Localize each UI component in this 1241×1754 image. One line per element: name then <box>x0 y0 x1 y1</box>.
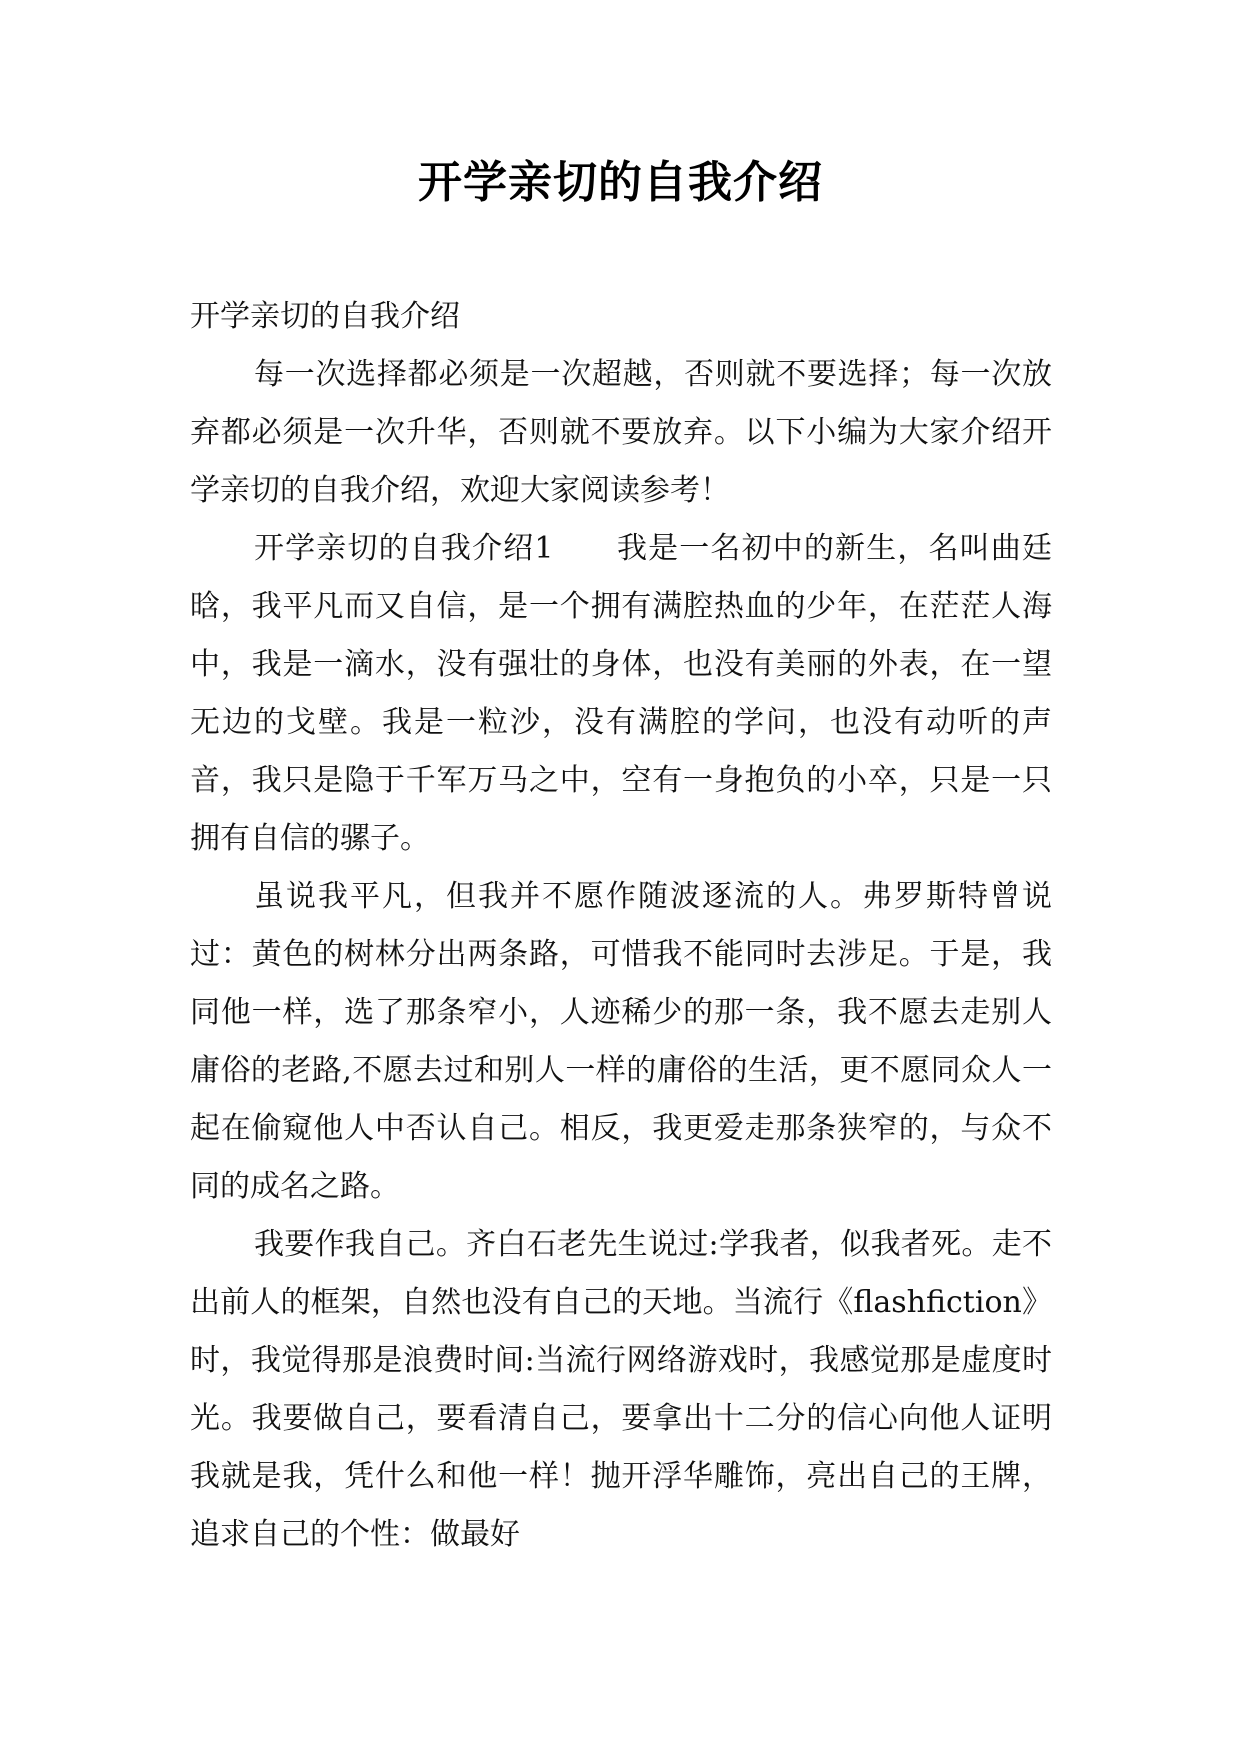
paragraph-intro: 每一次选择都必须是一次超越，否则就不要选择；每一次放弃都必须是一次升华，否则就不要放弃。以下小编为大家介绍开学亲切的自我介绍，欢迎大家阅读参考！ <box>190 357 1052 508</box>
paragraph-1: 开学亲切的自我介绍1 我是一名初中的新生，名叫曲廷晗，我平凡而又自信，是一个拥有满腔热血的少年，在茫茫人海中，我是一滴水，没有强壮的身体，也没有美丽的外表，在一望无边的戈壁。我是一粒沙，没有满腔的学问，也没有动听的声音，我只是隐于千军万马之中，空有一身抱负的小卒，只是一只拥有自信的骡子。 <box>190 531 1052 856</box>
body-heading: 开学亲切的自我介绍 <box>190 299 460 334</box>
paragraph-3: 我要作我自己。齐白石老先生说过:学我者，似我者死。走不出前人的框架，自然也没有自己的天地。当流行《flashfiction》时，我觉得那是浪费时间:当流行网络游戏时，我感觉那是虚度时光。我要做自己，要看清自己，要拿出十二分的信心向他人证明我就是我，凭什么和他一样！抛开浮华雕饰，亮出自己的王牌，追求自己的个性：做最好 <box>190 1227 1052 1552</box>
paragraph-2: 虽说我平凡，但我并不愿作随波逐流的人。弗罗斯特曾说过：黄色的树林分出两条路，可惜我不能同时去涉足。于是，我同他一样，选了那条窄小，人迹稀少的那一条，我不愿去走别人庸俗的老路,不愿去过和别人一样的庸俗的生活，更不愿同众人一起在偷窥他人中否认自己。相反，我更爱走那条狭窄的，与众不同的成名之路。 <box>190 879 1052 1204</box>
document-title: 开学亲切的自我介绍 <box>418 157 823 208</box>
document-body <box>190 288 1052 1564</box>
